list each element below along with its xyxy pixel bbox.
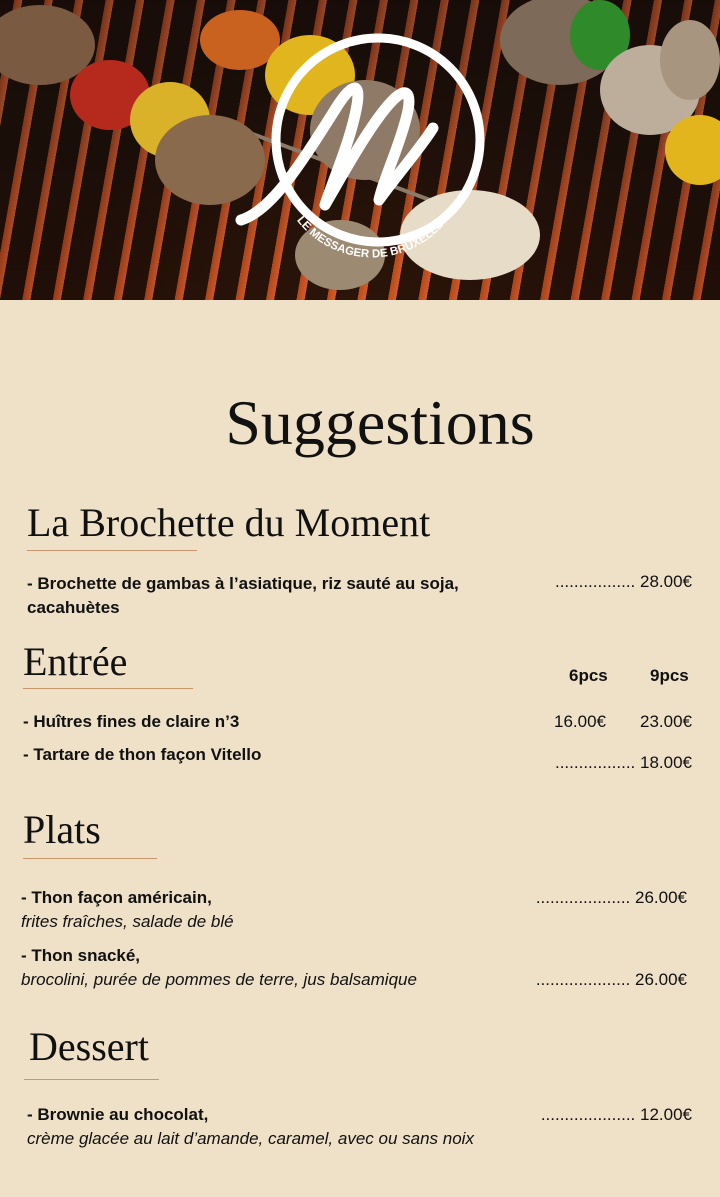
menu-item-name: - Brochette de gambas à l’asiatique, riz sauté au soja, (27, 574, 459, 593)
section-rule (27, 550, 197, 551)
menu-item-name-continued: cacahuètes (27, 598, 120, 617)
menu-item-description: crème glacée au lait d’amande, caramel, avec ou sans noix (27, 1129, 474, 1148)
menu-item-description: brocolini, purée de pommes de terre, jus balsamique (21, 970, 417, 989)
column-header-9pcs: 9pcs (650, 666, 689, 685)
messager-logo (233, 30, 493, 290)
page-title: Suggestions (225, 387, 535, 458)
section-heading-dessert: Dessert (29, 1024, 149, 1069)
menu-item-price: .................... 12.00€ (540, 1105, 692, 1124)
menu-item-name: - Thon snacké, (21, 946, 141, 965)
menu-item-name: - Huîtres fines de claire n’3 (23, 712, 240, 731)
section-heading-brochette: La Brochette du Moment (27, 500, 431, 545)
menu-item-price: ................. 28.00€ (554, 572, 692, 591)
column-header-6pcs: 6pcs (569, 666, 608, 685)
menu-item-price: .................... 26.00€ (535, 888, 687, 907)
menu-item-description: frites fraîches, salade de blé (21, 912, 234, 931)
logo-text: LE MESSAGER DE BRUXELLES (294, 213, 452, 261)
hero-grill-image (0, 0, 720, 300)
section-heading-plats: Plats (23, 807, 101, 852)
menu-item-name: - Thon façon américain, (21, 888, 212, 907)
menu-item-price-9pcs: 23.00€ (640, 712, 692, 731)
section-rule (23, 688, 193, 689)
menu-item-name: - Brownie au chocolat, (27, 1105, 209, 1124)
section-rule (23, 858, 157, 859)
menu-item-price: .................... 26.00€ (535, 970, 687, 989)
menu-item-price-6pcs: 16.00€ (554, 712, 606, 731)
section-rule (24, 1079, 159, 1080)
menu-item-name: - Tartare de thon façon Vitello (23, 745, 262, 764)
menu-item-price: ................. 18.00€ (554, 753, 692, 772)
section-heading-entree: Entrée (23, 639, 128, 684)
